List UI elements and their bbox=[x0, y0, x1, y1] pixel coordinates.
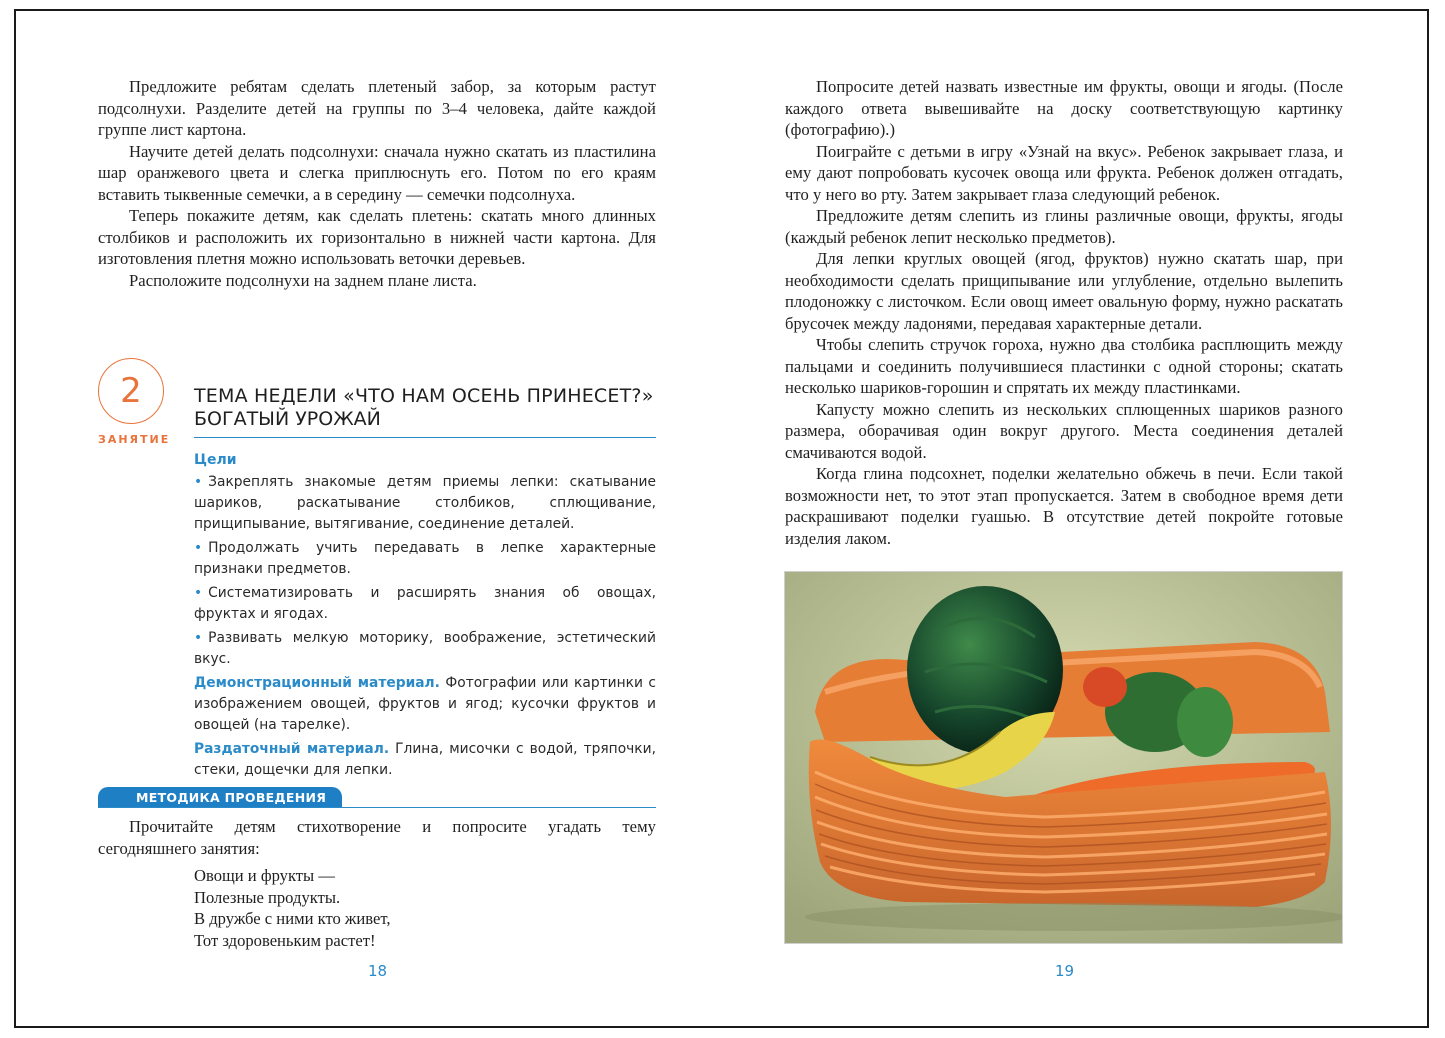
poem-line: Овощи и фрукты — bbox=[194, 866, 335, 885]
goal-item bbox=[194, 538, 656, 580]
page-number-left: 18 bbox=[368, 962, 388, 980]
right-paragraph: Когда глина подсохнет, поделки желательно обжечь в печи. Если такой возможности нет, то этот этап пропускается. Затем в свободное время дети раскрашивают поделки гуашью. В отсутствие детей покройте готовые изделия лаком. bbox=[785, 464, 1343, 548]
handout-material bbox=[194, 739, 656, 781]
goals-title: Цели bbox=[194, 452, 237, 468]
intro-text bbox=[98, 76, 656, 291]
right-paragraph: Чтобы слепить стручок гороха, нужно два столбика расплющить между пальцами и соединить получившиеся пластинки с одной стороны; скатать несколько шариков-горошин и спрятать их между пластинками. bbox=[785, 335, 1343, 397]
right-paragraph: Предложите детям слепить из глины различные овощи, фрукты, ягоды (каждый ребенок лепит несколько предметов). bbox=[785, 206, 1343, 247]
right-paragraph: Капусту можно слепить из нескольких сплющенных шариков разного размера, оборачивая один вокруг другого. Места соединения деталей смачиваются водой. bbox=[785, 399, 1343, 462]
goal-text: Закреплять знакомые детям приемы лепки: скатывание шариков, раскатывание столбиков, сплющивание, прищипывание, вытягивание, соединение деталей. bbox=[194, 474, 656, 532]
lesson-number: 2 bbox=[120, 371, 142, 411]
goal-item bbox=[194, 472, 656, 535]
right-text bbox=[785, 76, 1343, 549]
right-paragraph: Попросите детей назвать известные им фрукты, овощи и ягоды. (После каждого ответа вывешивайте на доску соответствующую картинку (фотографию).) bbox=[785, 77, 1343, 139]
method-paragraph: Прочитайте детям стихотворение и попросите угадать тему сегодняшнего занятия: bbox=[98, 817, 656, 858]
bullet-icon: • bbox=[194, 630, 203, 646]
demo-text: Фотографии или картинки с изображением овощей, фруктов и ягод; кусочки фруктов и овощей (на тарелке). bbox=[194, 675, 656, 733]
goal-text: Развивать мелкую моторику, воображение, эстетический вкус. bbox=[194, 630, 656, 667]
intro-paragraph: Научите детей делать подсолнухи: сначала нужно скатать из пластилина шар оранжевого цвета и слегка приплюснуть его. Потом по его краям вставить тыквенные семечки, а в середину — семечки подсолнуха. bbox=[98, 141, 656, 204]
right-paragraph: Для лепки круглых овощей (ягод, фруктов) нужно скатать шар, при необходимости сделать прищипывание или углубление, отдельно вылепить плодоножку с листочком. Если овощ имеет овальную форму, нужно раскатать брусочек между ладонями, передавая характерные детали. bbox=[785, 249, 1343, 333]
goals-section bbox=[194, 450, 656, 784]
demo-material bbox=[194, 673, 656, 736]
lesson-number-badge bbox=[98, 358, 164, 424]
goal-item bbox=[194, 628, 656, 670]
basket-illustration bbox=[785, 572, 1343, 944]
topic-heading bbox=[194, 384, 656, 438]
page-number-right: 19 bbox=[1055, 962, 1075, 980]
poem-line: Полезные продукты. bbox=[194, 887, 341, 907]
clay-basket-photo bbox=[784, 571, 1343, 944]
method-section-header bbox=[98, 787, 656, 808]
bullet-icon: • bbox=[194, 474, 203, 490]
intro-paragraph: Предложите ребятам сделать плетеный забор, за которым растут подсолнухи. Разделите детей на группы по 3–4 человека, дайте каждой группе лист картона. bbox=[98, 77, 656, 139]
intro-paragraph: Расположите подсолнухи на заднем плане листа. bbox=[129, 270, 477, 290]
lesson-label: ЗАНЯТИЕ bbox=[98, 433, 171, 446]
poem-line: Тот здоровеньким растет! bbox=[194, 930, 376, 950]
right-paragraph: Поиграйте с детьми в игру «Узнай на вкус». Ребенок закрывает глаза, и ему дают попробовать кусочек овоща или фрукта. Ребенок должен отгадать, что у него во рту. Затем закрывает глаза следующий ребенок. bbox=[785, 141, 1343, 204]
method-title: МЕТОДИКА ПРОВЕДЕНИЯ bbox=[98, 787, 342, 807]
intro-paragraph: Теперь покажите детям, как сделать плетень: скатать много длинных столбиков и расположить их горизонтально в нижней части картона. Для изготовления плетня можно использовать веточки деревьев. bbox=[98, 206, 656, 268]
handout-label: Раздаточный материал. bbox=[194, 741, 390, 757]
poem bbox=[194, 865, 391, 951]
goal-text: Продолжать учить передавать в лепке характерные признаки предметов. bbox=[194, 540, 656, 577]
topic-week-title: ТЕМА НЕДЕЛИ «ЧТО НАМ ОСЕНЬ ПРИНЕСЕТ?» bbox=[194, 385, 654, 407]
demo-label: Демонстрационный материал. bbox=[194, 675, 440, 691]
poem-line: В дружбе с ними кто живет, bbox=[194, 909, 391, 928]
method-text bbox=[98, 816, 656, 859]
goal-text: Систематизировать и расширять знания об овощах, фруктах и ягодах. bbox=[194, 585, 656, 622]
topic-subtitle: БОГАТЫЙ УРОЖАЙ bbox=[194, 408, 381, 430]
handout-text: Глина, мисочки с водой, тряпочки, стеки, дощечки для лепки. bbox=[194, 741, 656, 778]
bullet-icon: • bbox=[194, 585, 203, 601]
bullet-icon: • bbox=[194, 540, 203, 556]
goal-item bbox=[194, 583, 656, 625]
